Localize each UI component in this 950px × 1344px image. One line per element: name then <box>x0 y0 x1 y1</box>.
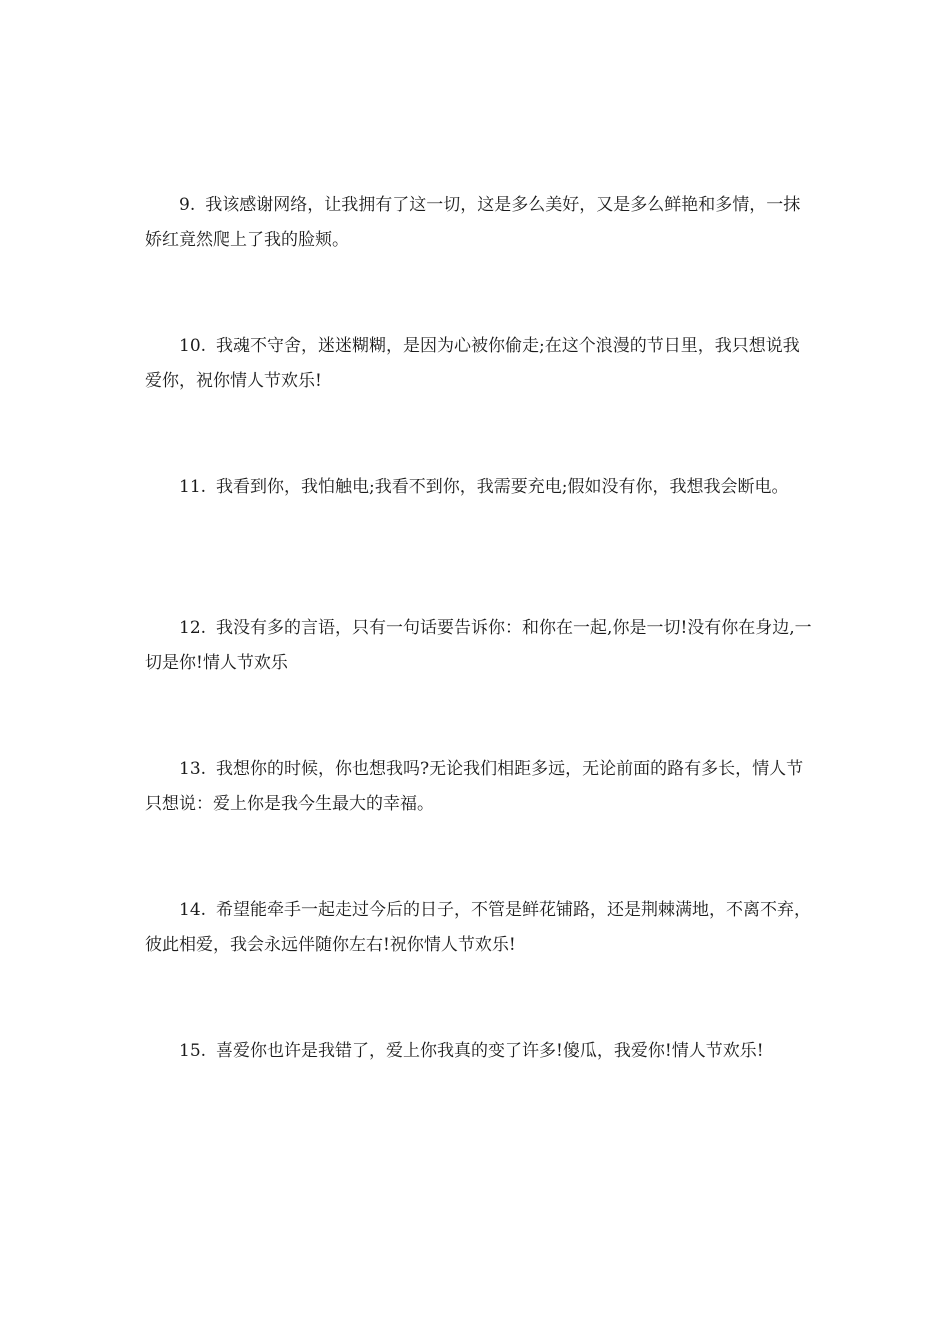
item-number: 10. <box>179 336 207 356</box>
item-text: 我想你的时候，你也想我吗?无论我们相距多远，无论前面的路有多长，情人节只想说：爱上你是我今生最大的幸福。 <box>145 759 804 814</box>
item-number: 12. <box>179 618 207 638</box>
list-item <box>145 329 813 399</box>
item-text: 我该感谢网络，让我拥有了这一切，这是多么美好，又是多么鲜艳和多情，一抹娇红竟然爬上了我的脸颊。 <box>145 195 801 250</box>
item-number: 9. <box>179 195 196 215</box>
item-text: 我没有多的言语，只有一句话要告诉你：和你在一起,你是一切!没有你在身边,一切是你!情人节欢乐 <box>145 618 812 673</box>
item-text: 喜爱你也许是我错了，爱上你我真的变了许多!傻瓜，我爱你!情人节欢乐! <box>216 1041 764 1061</box>
list-item <box>145 470 813 505</box>
list-item <box>145 752 813 822</box>
item-number: 11. <box>179 477 207 497</box>
list-item <box>145 188 813 258</box>
item-number: 13. <box>179 759 207 779</box>
list-item <box>145 1034 813 1069</box>
item-text: 我看到你，我怕触电;我看不到你，我需要充电;假如没有你，我想我会断电。 <box>216 477 789 497</box>
list-item <box>145 893 813 963</box>
item-number: 14. <box>179 900 207 920</box>
item-text: 我魂不守舍，迷迷糊糊，是因为心被你偷走;在这个浪漫的节日里，我只想说我爱你，祝你情人节欢乐! <box>145 336 800 391</box>
item-number: 15. <box>179 1041 207 1061</box>
list-item <box>145 611 813 681</box>
item-text: 希望能牵手一起走过今后的日子，不管是鲜花铺路，还是荆棘满地，不离不弃，彼此相爱，我会永远伴随你左右!祝你情人节欢乐! <box>145 900 812 955</box>
